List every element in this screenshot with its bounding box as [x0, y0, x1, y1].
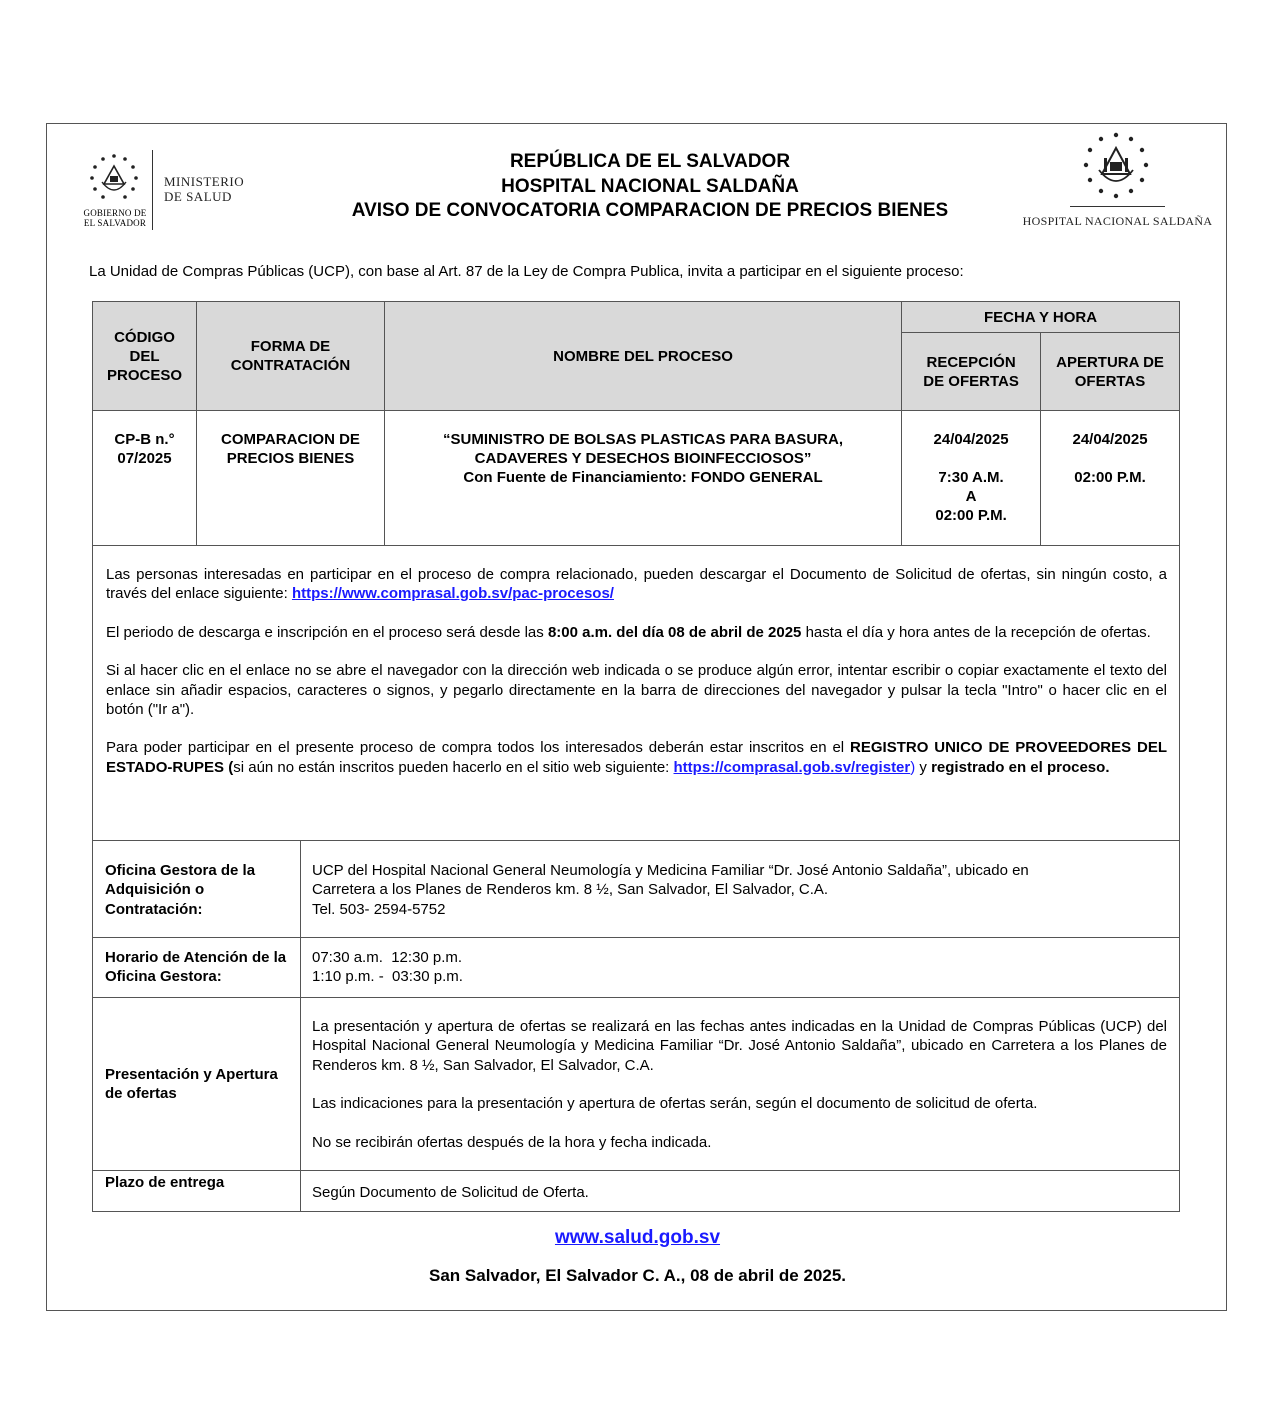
note-text: y — [915, 758, 932, 776]
apertura-hora: 02:00 P.M. — [1074, 469, 1146, 486]
el-salvador-coat-of-arms-icon — [1080, 130, 1152, 202]
value-line: Tel. 503- 2594-5752 — [312, 900, 446, 918]
ministerio-label: MINISTERIO DE SALUD — [164, 174, 245, 204]
note-paren: ) — [910, 758, 916, 776]
label-oficina-gestora: Oficina Gestora de la Adquisición o Contratación: — [93, 841, 301, 938]
cell-forma — [196, 411, 384, 546]
title-line-1: REPÚBLICA DE EL SALVADOR — [509, 151, 791, 172]
title-line-3: AVISO DE CONVOCATORIA COMPARACION DE PRECIOS BIENES — [351, 200, 949, 221]
note-text: Para poder participar en el presente proceso de compra todos los interesados deberán estar inscritos en el — [106, 739, 851, 757]
note-text: El periodo de descarga e inscripción en el proceso será desde las — [106, 623, 548, 641]
nombre-line: CADAVERES Y DESECHOS BIOINFECCIOSOS” — [474, 450, 812, 467]
cell-apertura — [1041, 411, 1180, 546]
ministerio-salud-logo — [80, 148, 260, 232]
header-fecha-hora: FECHA Y HORA — [902, 302, 1180, 333]
value-line: 07:30 a.m. 12:30 p.m. — [312, 949, 463, 966]
label-plazo-entrega: Plazo de entrega — [93, 1171, 301, 1212]
forma-line: COMPARACION DE — [221, 431, 360, 448]
hospital-saldana-logo — [1020, 130, 1215, 232]
value-oficina-gestora — [301, 841, 1180, 938]
recepcion-a: A — [965, 488, 977, 505]
note-text: hasta el día y hora antes de la recepción de ofertas. — [801, 623, 1151, 641]
label-horario: Horario de Atención de la Oficina Gestora: — [93, 938, 301, 998]
apertura-fecha: 24/04/2025 — [1072, 431, 1148, 448]
value-line: UCP del Hospital Nacional General Neumología y Medicina Familiar “Dr. José Antonio Saldaña”, ubicado en — [312, 862, 1029, 879]
value-paragraph: Las indicaciones para la presentación y apertura de ofertas serán, según el documento de solicitud de oferta. — [312, 1095, 1038, 1113]
header-codigo: CÓDIGO DEL PROCESO — [93, 302, 197, 411]
process-table — [92, 301, 1180, 546]
forma-line: PRECIOS BIENES — [226, 450, 355, 467]
cell-nombre — [384, 411, 901, 546]
recepcion-hora-inicio: 7:30 A.M. — [938, 469, 1004, 486]
note-text: Las personas interesadas en participar en el proceso de compra relacionado, pueden descargar el Documento de Solicitud de ofertas, sin ningún costo, a través del enlace siguiente: — [106, 566, 1167, 603]
notes-block — [92, 545, 1180, 841]
register-link[interactable]: https://comprasal.gob.sv/register — [673, 758, 911, 776]
value-plazo-entrega: Según Documento de Solicitud de Oferta. — [301, 1171, 1180, 1212]
note-period — [106, 623, 1167, 642]
label-presentacion: Presentación y Apertura de ofertas — [93, 998, 301, 1171]
note-bold: registrado en el proceso. — [931, 758, 1110, 776]
header-forma: FORMA DE CONTRATACIÓN — [196, 302, 384, 411]
cell-recepcion — [902, 411, 1041, 546]
value-paragraph: No se recibirán ofertas después de la hora y fecha indicada. — [312, 1133, 712, 1151]
header-recepcion: RECEPCIÓN DE OFERTAS — [902, 333, 1041, 411]
codigo-line: 07/2025 — [117, 450, 172, 467]
note-download — [106, 565, 1167, 604]
value-line: 1:10 p.m. - 03:30 p.m. — [312, 968, 463, 986]
note-rupes — [106, 738, 1167, 777]
note-link-help: Si al hacer clic en el enlace no se abre el navegador con la dirección web indicada o se produce algún error, intentar escribir o copiar exactamente el texto del enlace sin añadir espacios, caracteres o signos, y pegarlo directamente en la barra de direcciones del navegador y pulsar la tecla "Intro" o hacer clic en el botón ("Ir a"). — [106, 662, 1167, 719]
el-salvador-coat-of-arms-icon — [88, 152, 140, 204]
nombre-line: Con Fuente de Financiamiento: FONDO GENERAL — [463, 469, 823, 486]
footer-website — [0, 1227, 1275, 1249]
header-nombre: NOMBRE DEL PROCESO — [384, 302, 901, 411]
value-paragraph: La presentación y apertura de ofertas se realizará en las fechas antes indicadas en la Unidad de Compras Públicas (UCP) del Hospital Nacional General Neumología y Medicina Familiar “Dr. José Antonio Saldaña”, ubicado en Carretera a los Planes de Renderos km. 8 ½, San Salvador, El Salvador, C.A. — [312, 1018, 1167, 1074]
value-presentacion — [301, 998, 1180, 1171]
value-line: Carretera a los Planes de Renderos km. 8 ½, San Salvador, El Salvador, C.A. — [312, 881, 829, 899]
header-apertura: APERTURA DE OFERTAS — [1041, 333, 1180, 411]
pac-procesos-link[interactable]: https://www.comprasal.gob.sv/pac-procesos/ — [291, 585, 614, 603]
logo-divider — [152, 150, 153, 230]
value-horario — [301, 938, 1180, 998]
logo-underline — [1070, 206, 1165, 207]
nombre-line: “SUMINISTRO DE BOLSAS PLASTICAS PARA BASURA, — [443, 431, 844, 448]
hospital-name-label: HOSPITAL NACIONAL SALDAÑA — [1022, 214, 1213, 228]
footer-place-date: San Salvador, El Salvador C. A., 08 de abril de 2025. — [429, 1266, 846, 1285]
intro-text: La Unidad de Compras Públicas (UCP), con base al Art. 87 de la Ley de Compra Publica, invita a participar en el siguiente proceso: — [89, 263, 964, 280]
note-bold: 8:00 a.m. del día 08 de abril de 2025 — [547, 623, 802, 641]
note-text: si aún no están inscritos pueden hacerlo en el sitio web siguiente: — [233, 758, 674, 776]
website-link[interactable]: www.salud.gob.sv — [554, 1227, 721, 1248]
recepcion-fecha: 24/04/2025 — [933, 431, 1009, 448]
gobierno-label: GOBIERNO DE EL SALVADOR — [83, 208, 147, 228]
document-title — [250, 150, 1050, 224]
title-line-2: HOSPITAL NACIONAL SALDAÑA — [501, 175, 799, 197]
cell-codigo — [93, 411, 197, 546]
codigo-line: CP-B n.° — [114, 431, 175, 448]
info-table — [92, 840, 1180, 1212]
recepcion-hora-fin: 02:00 P.M. — [935, 507, 1007, 524]
note-bold: REGISTRO UNICO DE PROVEEDORES DEL ESTADO-RUPES ( — [106, 739, 1168, 776]
